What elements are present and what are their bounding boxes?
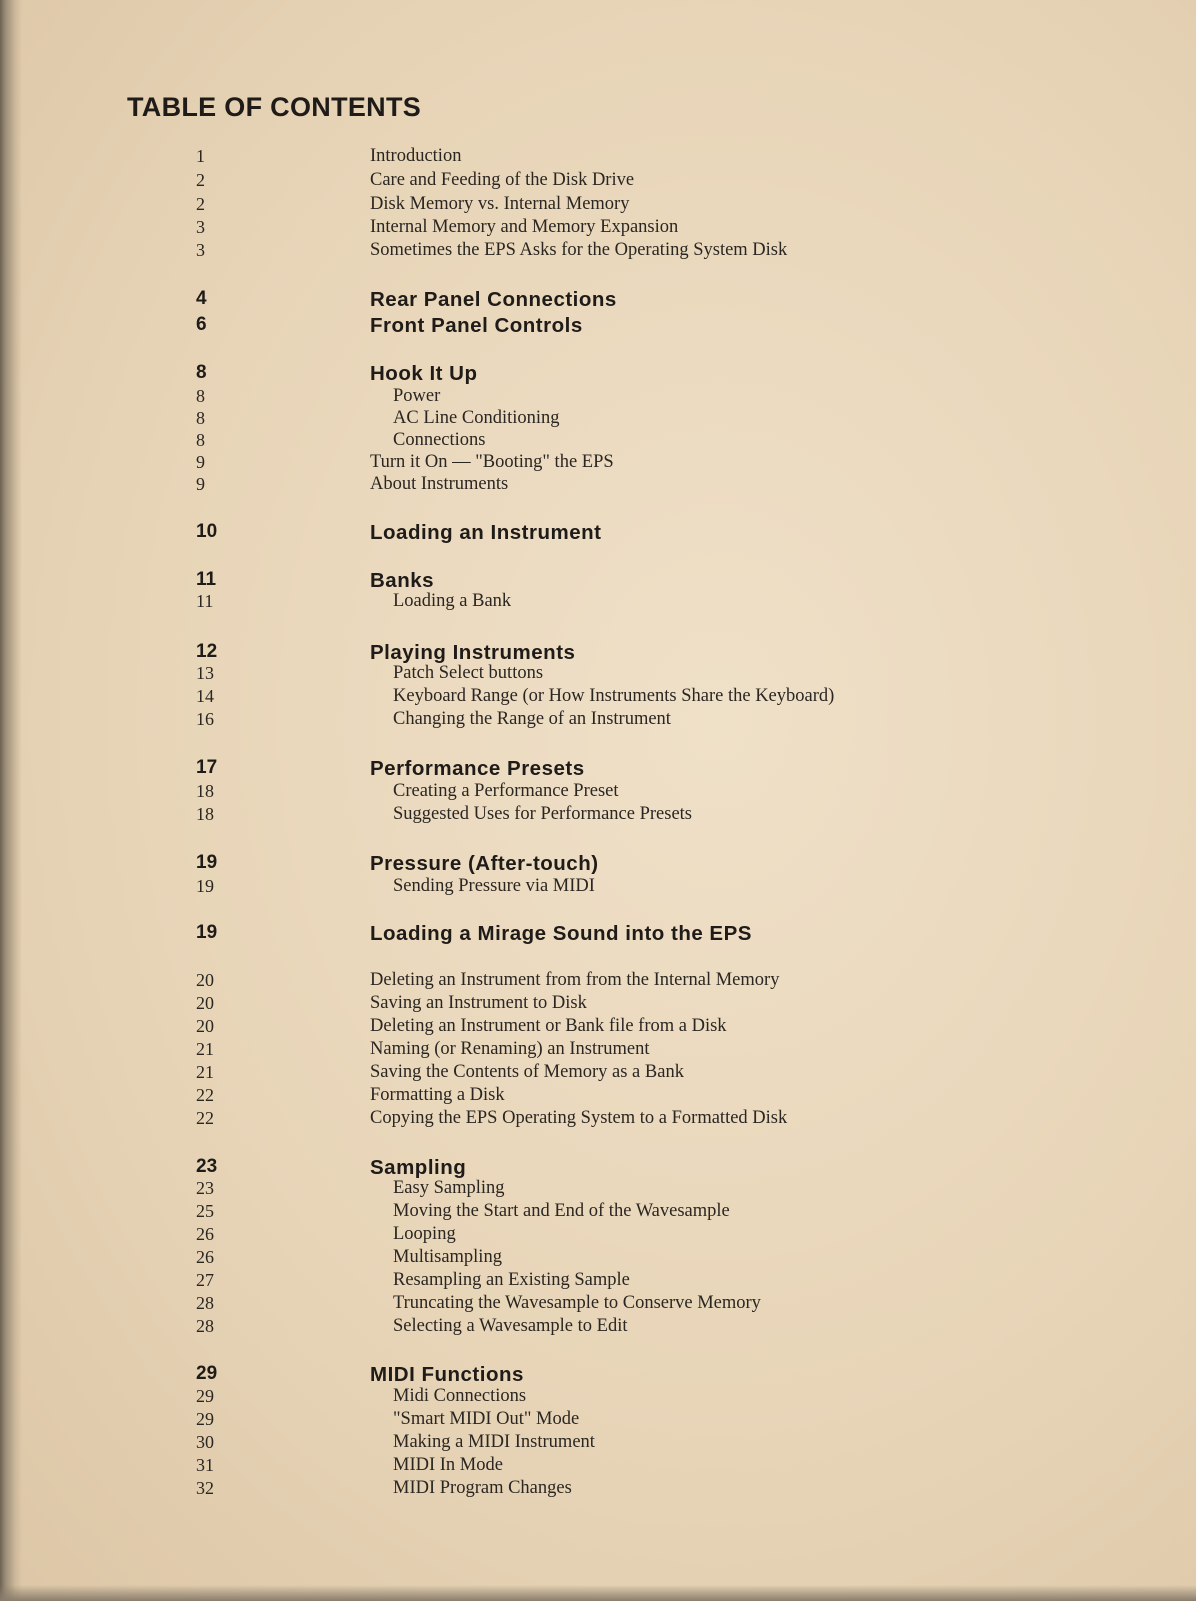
toc-entry-title: Formatting a Disk	[370, 1085, 505, 1105]
toc-page-number: 8	[196, 430, 205, 450]
toc-entry	[0, 1455, 1196, 1479]
toc-section-heading	[0, 922, 1196, 946]
toc-page-number: 16	[196, 709, 214, 729]
toc-section-heading	[0, 569, 1196, 593]
toc-page-number: 21	[196, 1062, 214, 1082]
toc-section-heading	[0, 757, 1196, 781]
toc-page-number: 9	[196, 474, 205, 494]
toc-page-number: 4	[196, 288, 207, 309]
toc-entry	[0, 430, 1196, 454]
toc-entry	[0, 1478, 1196, 1502]
toc-entry	[0, 408, 1196, 432]
toc-entry-title: Banks	[370, 569, 435, 592]
toc-page-number: 8	[196, 408, 205, 428]
toc-entry-title: Rear Panel Connections	[370, 288, 617, 311]
toc-page-number: 23	[196, 1178, 214, 1198]
toc-entry	[0, 217, 1196, 241]
toc-page-number: 30	[196, 1432, 214, 1452]
toc-entry	[0, 876, 1196, 900]
toc-entry-title: Naming (or Renaming) an Instrument	[370, 1039, 650, 1059]
toc-entry	[0, 1386, 1196, 1410]
toc-entry	[0, 194, 1196, 218]
toc-entry-title: Looping	[393, 1224, 456, 1244]
toc-entry-title: Moving the Start and End of the Wavesample	[393, 1201, 730, 1221]
toc-entry-title: Loading a Mirage Sound into the EPS	[370, 922, 752, 945]
toc-section-heading	[0, 1363, 1196, 1387]
toc-entry-title: MIDI Program Changes	[393, 1478, 572, 1498]
toc-page-number: 13	[196, 663, 214, 683]
toc-page-number: 10	[196, 521, 218, 542]
toc-page-number: 29	[196, 1386, 214, 1406]
toc-entry	[0, 970, 1196, 994]
toc-entry-title: Loading a Bank	[393, 591, 512, 611]
toc-entry-title: Resampling an Existing Sample	[393, 1270, 630, 1290]
toc-page-number: 3	[196, 217, 205, 237]
toc-entry-title: Internal Memory and Memory Expansion	[370, 217, 679, 237]
toc-entry	[0, 146, 1196, 170]
toc-page-number: 22	[196, 1085, 214, 1105]
toc-page-number: 8	[196, 362, 207, 383]
toc-section-heading	[0, 852, 1196, 876]
toc-entry	[0, 240, 1196, 264]
toc-page-number: 18	[196, 781, 214, 801]
toc-entry-title: AC Line Conditioning	[393, 408, 560, 428]
toc-entry	[0, 1039, 1196, 1063]
toc-page-number: 19	[196, 922, 218, 943]
toc-page-number: 27	[196, 1270, 214, 1290]
toc-entry	[0, 1409, 1196, 1433]
toc-page-number: 18	[196, 804, 214, 824]
toc-page-number: 6	[196, 314, 207, 335]
toc-entry-title: Truncating the Wavesample to Conserve Memory	[393, 1293, 761, 1313]
toc-entry	[0, 1224, 1196, 1248]
toc-entry	[0, 1247, 1196, 1271]
toc-page-number: 3	[196, 240, 205, 260]
toc-entry	[0, 709, 1196, 733]
toc-entry-title: "Smart MIDI Out" Mode	[393, 1409, 580, 1429]
toc-page-number: 28	[196, 1293, 214, 1313]
toc-entry	[0, 452, 1196, 476]
toc-entry-title: Connections	[393, 430, 486, 450]
toc-entry	[0, 1085, 1196, 1109]
toc-page-number: 11	[196, 591, 214, 611]
toc-page-number: 20	[196, 1016, 214, 1036]
toc-page-number: 31	[196, 1455, 214, 1475]
toc-entry	[0, 1062, 1196, 1086]
toc-section-heading	[0, 521, 1196, 545]
toc-entry-title: Midi Connections	[393, 1386, 527, 1406]
toc-page-number: 8	[196, 386, 205, 406]
toc-page-number: 11	[196, 569, 217, 590]
toc-entry-title: Multisampling	[393, 1247, 502, 1267]
toc-entry-title: Copying the EPS Operating System to a Formatted Disk	[370, 1108, 788, 1128]
page-title: TABLE OF CONTENTS	[127, 92, 422, 122]
toc-entry-title: Care and Feeding of the Disk Drive	[370, 170, 635, 190]
toc-page-number: 22	[196, 1108, 214, 1128]
toc-entry-title: Changing the Range of an Instrument	[393, 709, 671, 729]
toc-entry	[0, 170, 1196, 194]
toc-entry-title: Turn it On — "Booting" the EPS	[370, 452, 614, 472]
toc-page-number: 20	[196, 993, 214, 1013]
toc-page-number: 21	[196, 1039, 214, 1059]
toc-page-number: 19	[196, 876, 214, 896]
toc-page-number: 26	[196, 1224, 214, 1244]
toc-entry-title: Making a MIDI Instrument	[393, 1432, 595, 1452]
toc-entry	[0, 1178, 1196, 1202]
toc-entry	[0, 663, 1196, 687]
toc-page-number: 25	[196, 1201, 214, 1221]
toc-entry-title: Playing Instruments	[370, 641, 576, 664]
toc-page-number: 1	[196, 146, 205, 166]
toc-entry-title: Power	[393, 386, 441, 406]
toc-page-number: 29	[196, 1363, 218, 1384]
toc-page-number: 17	[196, 757, 218, 778]
toc-entry-title: Sampling	[370, 1156, 467, 1179]
toc-entry	[0, 1270, 1196, 1294]
toc-entry	[0, 1293, 1196, 1317]
toc-section-heading	[0, 314, 1196, 338]
toc-entry-title: Sometimes the EPS Asks for the Operating System Disk	[370, 240, 788, 260]
toc-entry-title: Loading an Instrument	[370, 521, 602, 544]
toc-page-number: 26	[196, 1247, 214, 1267]
toc-entry-title: About Instruments	[370, 474, 509, 494]
toc-entry-title: Front Panel Controls	[370, 314, 583, 337]
toc-page-number: 14	[196, 686, 214, 706]
toc-page-number: 20	[196, 970, 214, 990]
toc-entry	[0, 804, 1196, 828]
toc-entry-title: Hook It Up	[370, 362, 478, 385]
toc-entry	[0, 1316, 1196, 1340]
toc-entry-title: Keyboard Range (or How Instruments Share the Keyboard)	[393, 686, 835, 706]
toc-entry	[0, 1432, 1196, 1456]
toc-entry-title: Sending Pressure via MIDI	[393, 876, 595, 896]
toc-entry	[0, 1201, 1196, 1225]
toc-page-number: 19	[196, 852, 218, 873]
toc-entry-title: Saving the Contents of Memory as a Bank	[370, 1062, 684, 1082]
toc-section-heading	[0, 362, 1196, 386]
toc-entry	[0, 993, 1196, 1017]
toc-page-number: 32	[196, 1478, 214, 1498]
toc-page-number: 23	[196, 1156, 218, 1177]
toc-entry	[0, 386, 1196, 410]
toc-entry-title: Easy Sampling	[393, 1178, 505, 1198]
toc-page-number: 28	[196, 1316, 214, 1336]
toc-entry-title: Selecting a Wavesample to Edit	[393, 1316, 628, 1336]
toc-section-heading	[0, 1156, 1196, 1180]
toc-entry-title: Introduction	[370, 146, 462, 166]
toc-entry	[0, 686, 1196, 710]
toc-entry-title: MIDI In Mode	[393, 1455, 503, 1475]
toc-page-number: 2	[196, 194, 205, 214]
toc-entry-title: Disk Memory vs. Internal Memory	[370, 194, 630, 214]
toc-entry-title: Deleting an Instrument from from the Internal Memory	[370, 970, 780, 990]
toc-entry-title: Saving an Instrument to Disk	[370, 993, 587, 1013]
toc-section-heading	[0, 641, 1196, 665]
toc-entry	[0, 781, 1196, 805]
toc-entry-title: Performance Presets	[370, 757, 585, 780]
toc-entry-title: Deleting an Instrument or Bank file from a Disk	[370, 1016, 727, 1036]
toc-entry-title: Suggested Uses for Performance Presets	[393, 804, 693, 824]
toc-entry	[0, 1108, 1196, 1132]
toc-section-heading	[0, 288, 1196, 312]
toc-entry-title: MIDI Functions	[370, 1363, 524, 1386]
toc-page-number: 29	[196, 1409, 214, 1429]
toc-entry-title: Patch Select buttons	[393, 663, 544, 683]
toc-entry	[0, 474, 1196, 498]
toc-page-number: 2	[196, 170, 205, 190]
toc-page-number: 9	[196, 452, 205, 472]
toc-entry-title: Creating a Performance Preset	[393, 781, 619, 801]
toc-entry-title: Pressure (After-touch)	[370, 852, 599, 875]
toc-entry	[0, 591, 1196, 615]
toc-page-number: 12	[196, 641, 218, 662]
toc-entry	[0, 1016, 1196, 1040]
